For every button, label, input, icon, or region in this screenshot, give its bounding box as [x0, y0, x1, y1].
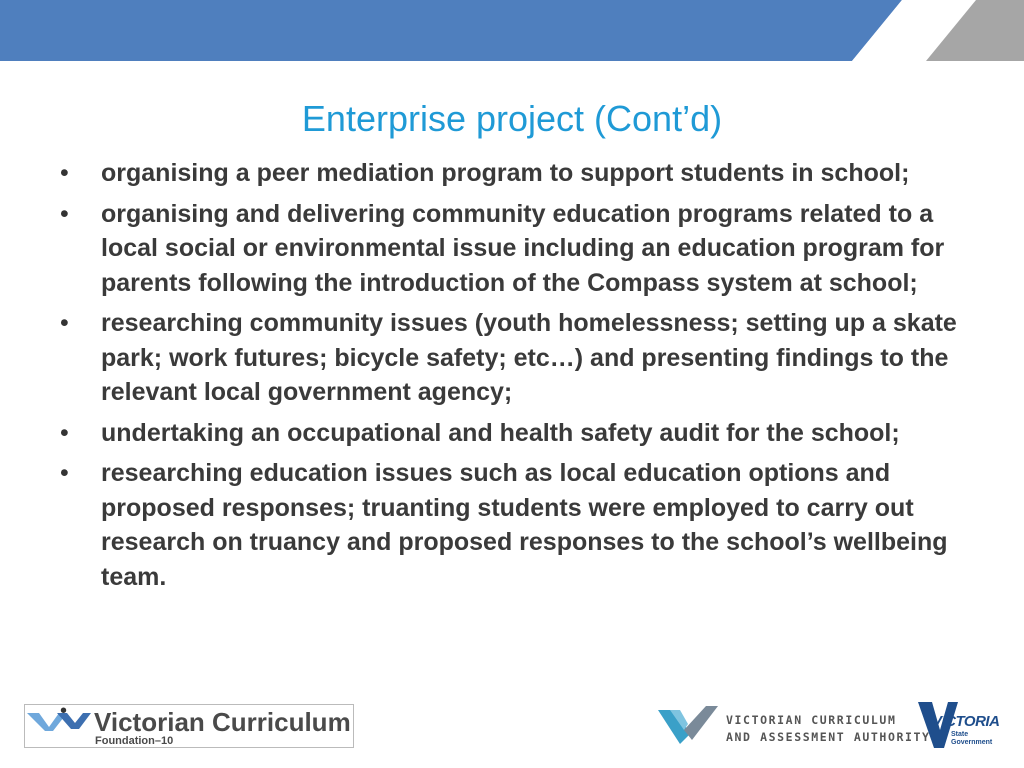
bullet-marker: • — [60, 309, 69, 337]
bullet-text: researching community issues (youth homelessness; setting up a skate park; work futures; bicycle safety; etc…) and presenting findings to the relevant local government agency; — [101, 309, 957, 406]
vcaa-v-icon — [658, 704, 722, 744]
vcaa-text-line2: AND ASSESSMENT AUTHORITY — [726, 730, 931, 744]
bullet-marker: • — [60, 459, 69, 487]
vcaa-text-line1: VICTORIAN CURRICULUM — [726, 713, 897, 727]
slide-title: Enterprise project (Cont’d) — [301, 98, 723, 139]
bullet-item — [60, 416, 980, 451]
bullet-item — [60, 306, 980, 410]
vc-chevron-icon — [27, 709, 91, 733]
vcaa-logo — [658, 700, 931, 748]
bullet-item — [60, 156, 980, 191]
stray-bullet-marker: • — [60, 700, 68, 722]
victorian-curriculum-logo — [24, 704, 354, 748]
bullet-text: undertaking an occupational and health safety audit for the school; — [101, 418, 900, 447]
bullet-marker: • — [60, 159, 69, 187]
victoria-government-logo — [918, 700, 1006, 752]
bullet-text: organising and delivering community education programs related to a local social or environmental issue including an education program for parents following the introduction of the Compass system at school; — [101, 199, 945, 297]
vc-logo-subtitle: Foundation–10 — [95, 735, 174, 747]
vc-logo-name: Victorian Curriculum — [94, 707, 351, 737]
bullet-item — [60, 197, 980, 301]
victoria-wordmark: VICTORIA — [932, 713, 1000, 730]
victoria-subtitle: State Government — [951, 731, 993, 746]
bullet-text: researching education issues such as local education options and proposed responses; truanting students were employed to carry out research on truancy and proposed responses to the school’s wellbeing team. — [101, 459, 948, 591]
bullet-text: organising a peer mediation program to support students in school; — [101, 159, 910, 187]
bullet-marker: • — [60, 418, 69, 447]
bullet-list — [60, 156, 980, 600]
top-banner — [0, 0, 1024, 61]
bullet-item — [60, 456, 980, 594]
bullet-marker: • — [60, 199, 69, 228]
